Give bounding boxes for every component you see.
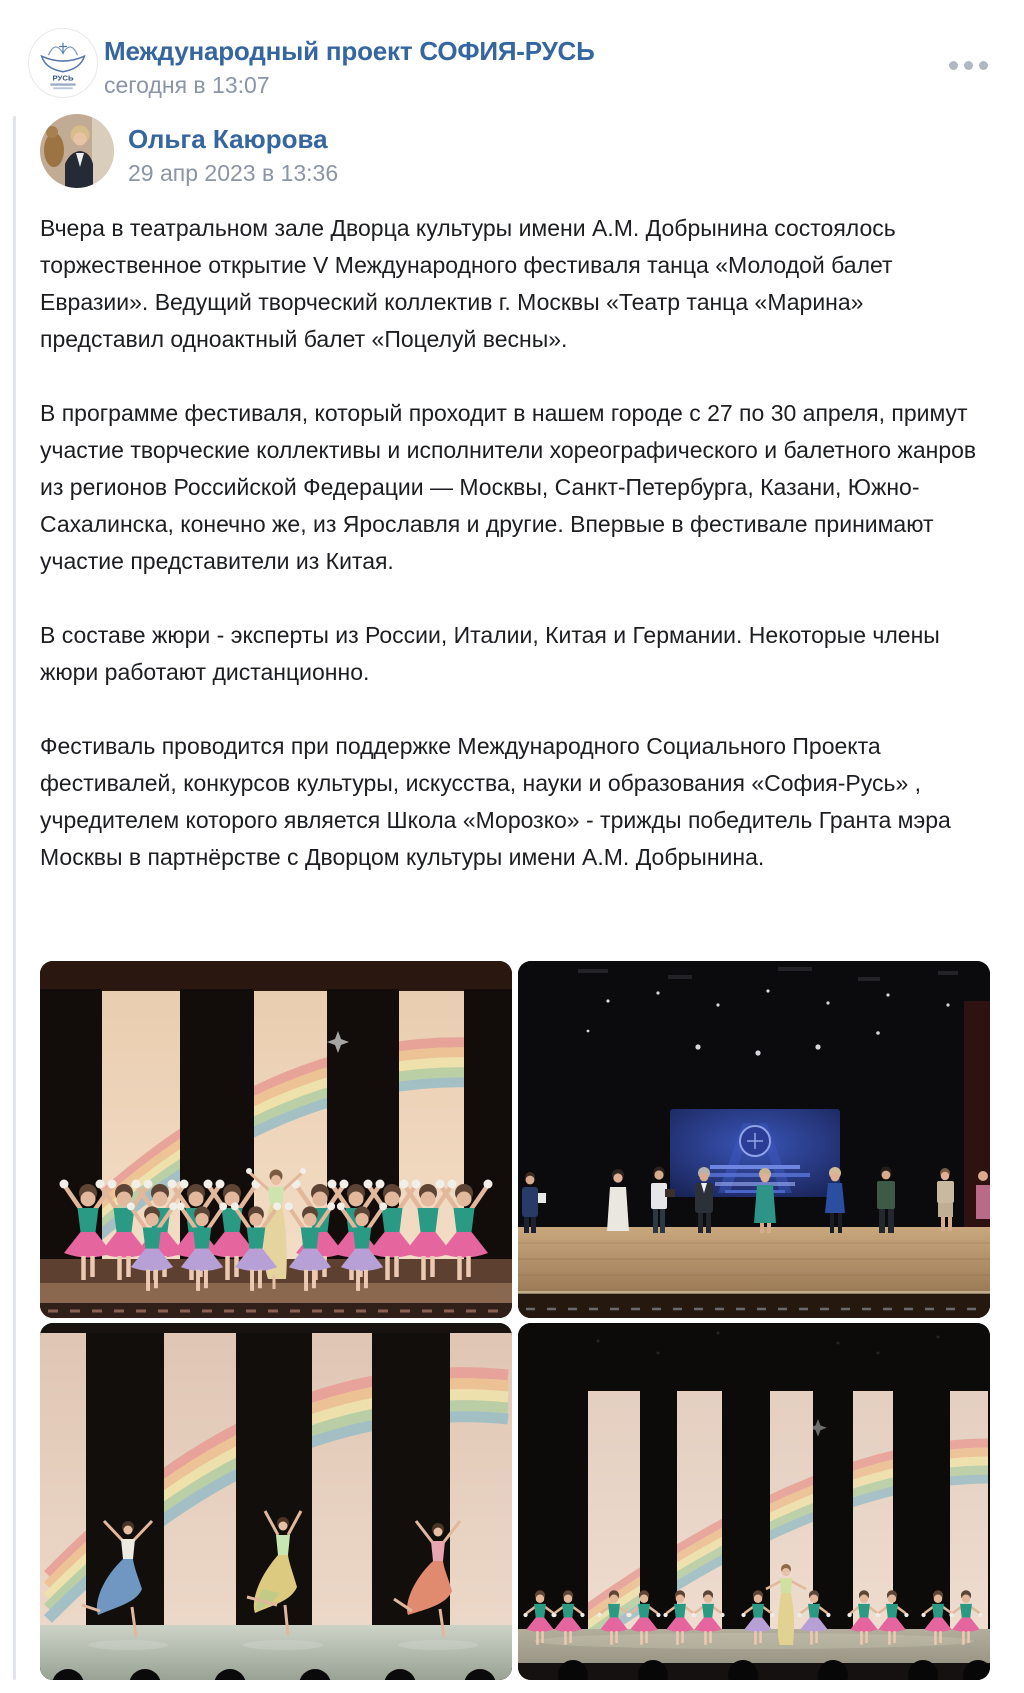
post-paragraph: Вчера в театральном зале Дворца культуры имени А.М. Добрынина состоялось торжественное открытие V Международного фестиваля танца «Молодой балет Евразии». Ведущий творческий коллектив г. Москвы «Театр танца «Марина» представил одноактный балет «Поцелуй весны».	[40, 215, 896, 352]
group-avatar[interactable]	[28, 28, 98, 98]
post-paragraph: В составе жюри - эксперты из России, Италии, Китая и Германии. Некоторые члены жюри работают дистанционно.	[40, 622, 940, 685]
finale-line-photo	[518, 1323, 990, 1680]
post-menu-button[interactable]	[942, 50, 994, 80]
post-text	[40, 210, 985, 913]
author-portrait	[40, 114, 114, 188]
three-dancers-photo	[40, 1323, 512, 1680]
sofia-rus-logo-icon	[29, 29, 97, 97]
post-photo-1[interactable]	[40, 961, 512, 1318]
author-name-link[interactable]: Ольга Каюрова	[128, 124, 328, 154]
post-paragraph: Фестиваль проводится при поддержке Международного Социального Проекта фестивалей, конкурсов культуры, искусства, науки и образования «София-Русь» , учредителем которого является Школа «Морозко» - трижды победитель Гранта мэра Москвы в партнёрстве с Дворцом культуры имени А.М. Добрынина.	[40, 733, 951, 870]
post-paragraph: В программе фестиваля, который проходит в нашем городе с 27 по 30 апреля, примут участие творческие коллективы и исполнители хореографического и балетного жанров из регионов Российской Федерации — Москвы, Санкт-Петербурга, Казани, Южно-Сахалинска, конечно же, из Ярославля и другие. Впервые в фестивале принимают участие представители из Китая.	[40, 400, 977, 574]
repost-indicator-line	[13, 116, 16, 1680]
repost-timestamp[interactable]: 29 апр 2023 в 13:36	[128, 160, 339, 186]
author-avatar[interactable]	[40, 114, 114, 188]
post-photo-2[interactable]	[518, 961, 990, 1318]
post-photo-4[interactable]	[518, 1323, 990, 1680]
svg-text:РУСЬ: РУСЬ	[52, 73, 74, 83]
ballet-ensemble-photo	[40, 961, 512, 1318]
group-name-link[interactable]: Международный проект СОФИЯ-РУСЬ	[104, 36, 595, 66]
ellipsis-icon	[948, 51, 988, 79]
photo-grid	[40, 961, 990, 1680]
post-photo-3[interactable]	[40, 1323, 512, 1680]
ceremony-photo	[518, 961, 990, 1318]
post-timestamp[interactable]: сегодня в 13:07	[104, 72, 270, 98]
